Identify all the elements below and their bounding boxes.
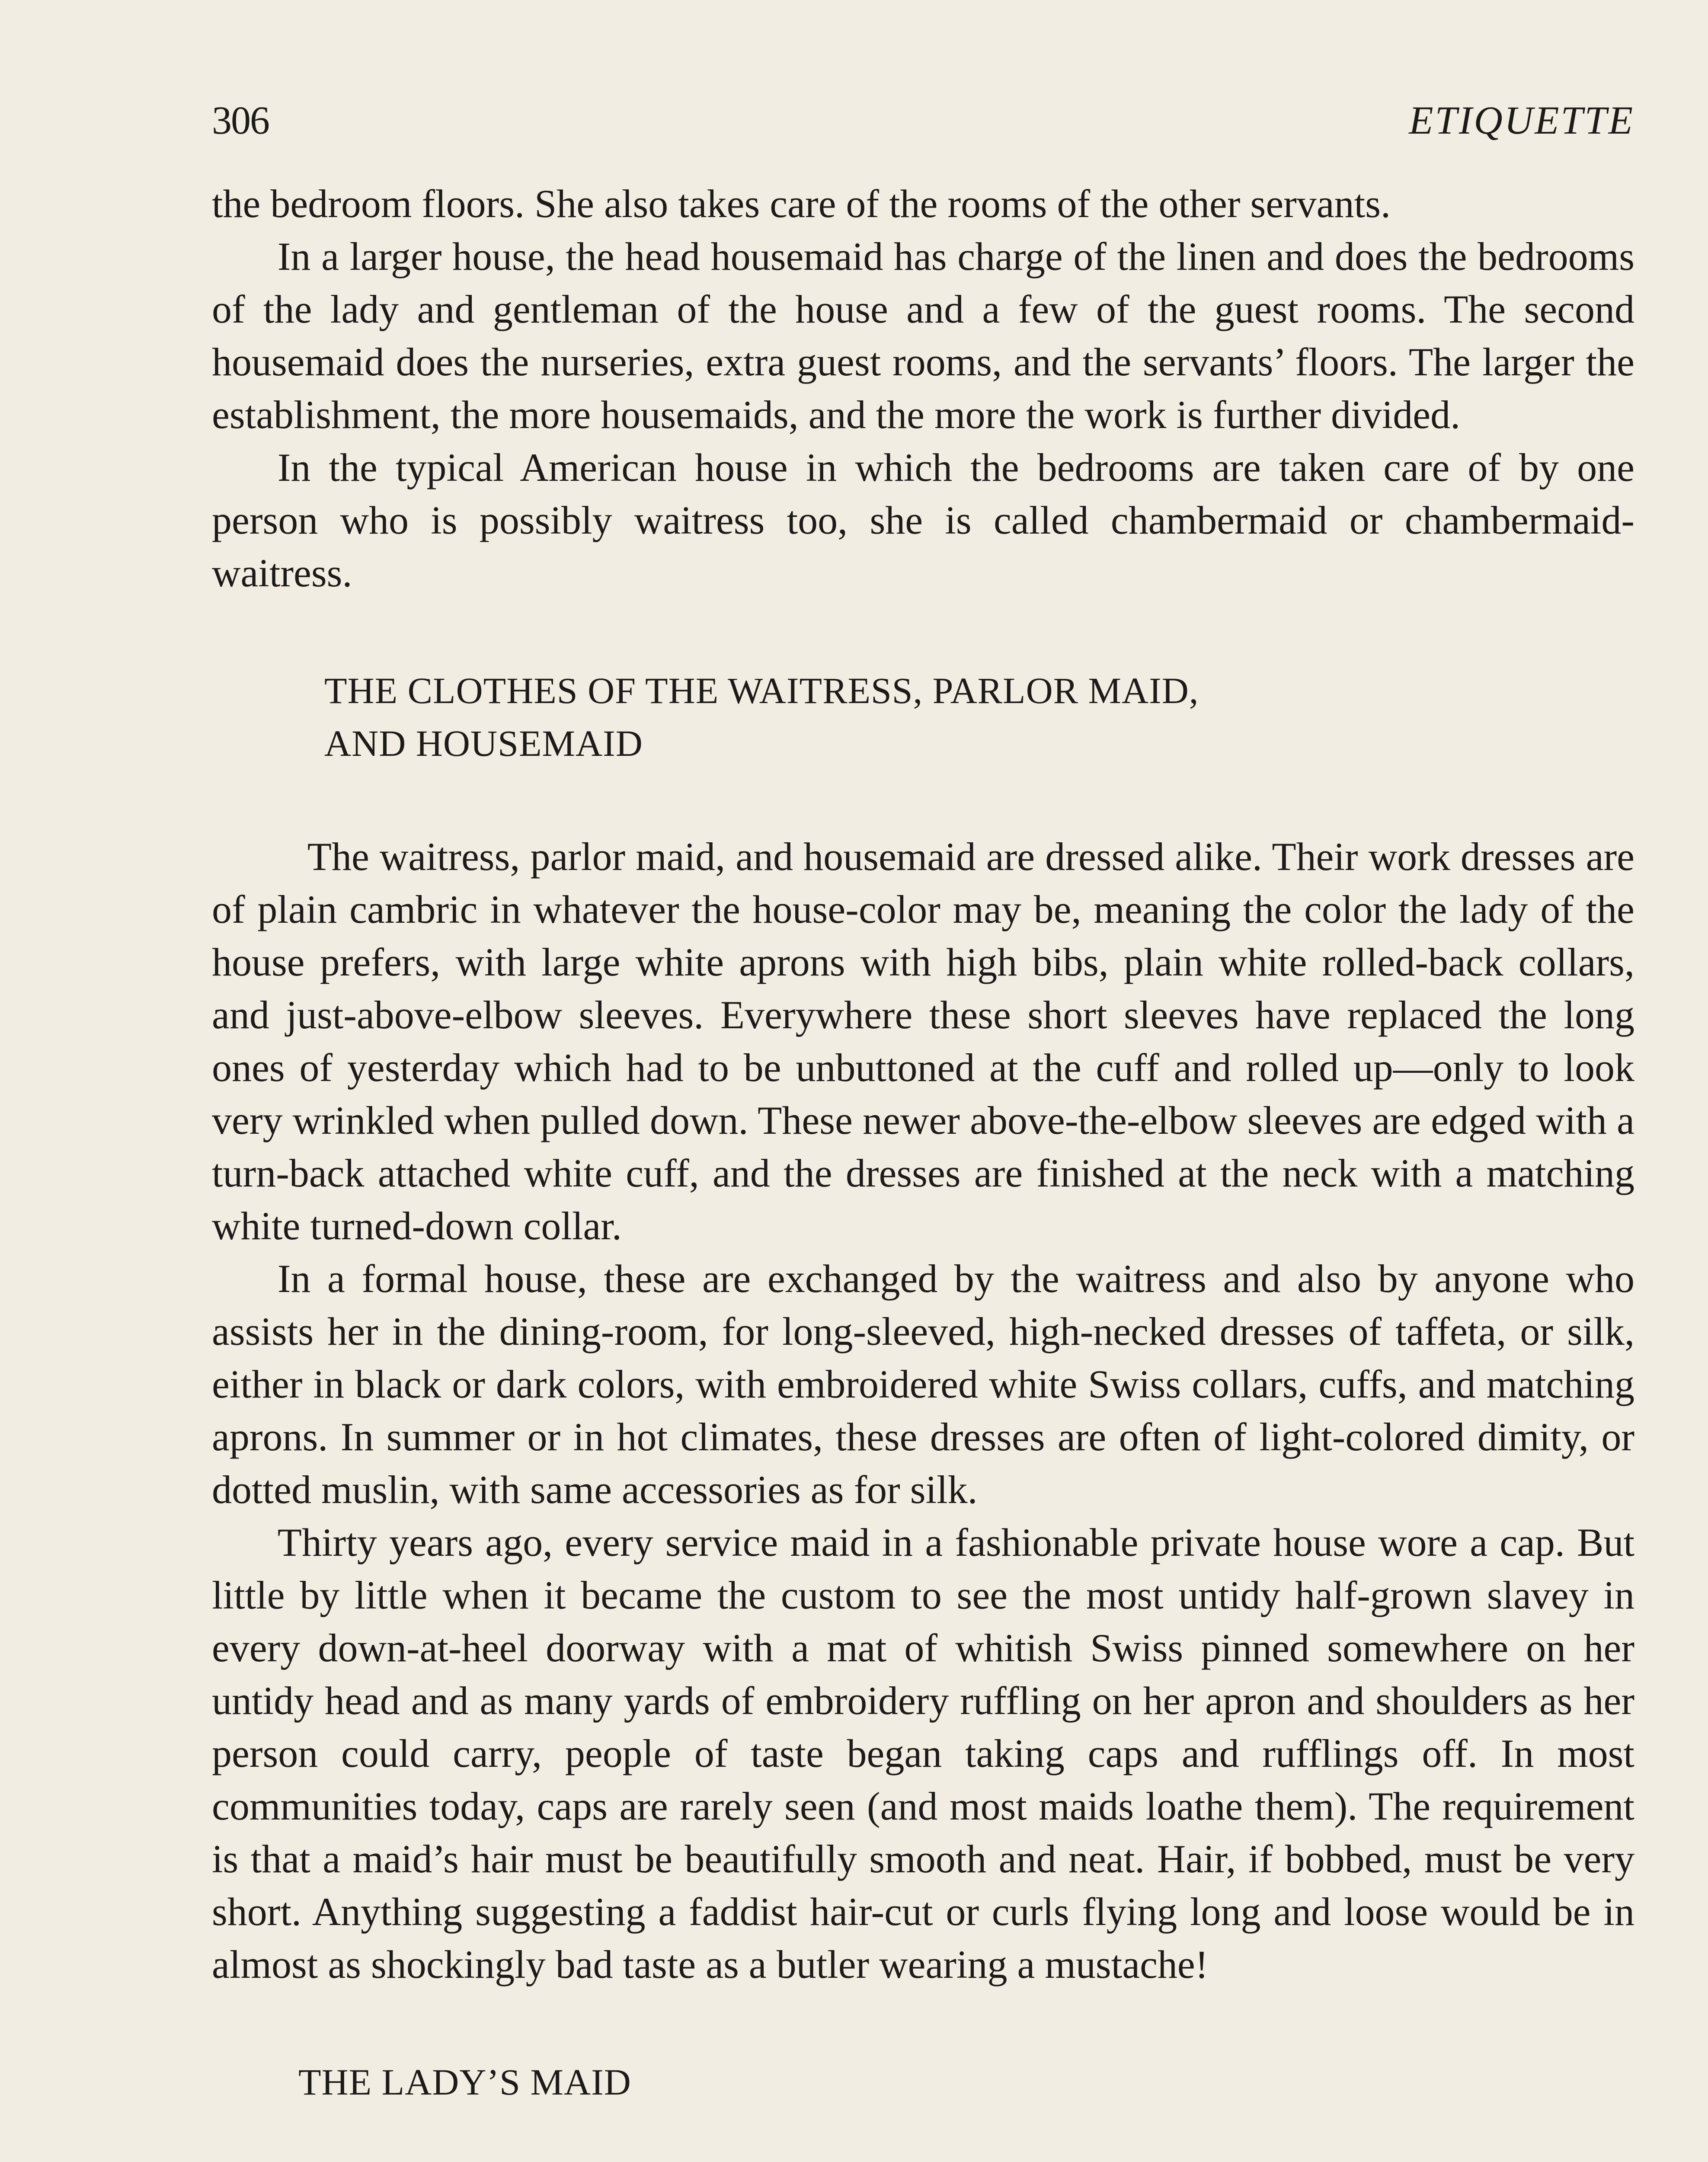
paragraph: Thirty years ago, every service maid in a fashionable private house wore a cap. But little by little when it became the custom to see the most untidy half-grown slavey in every down-at-heel doorway with a mat of whitish Swiss pinned somewhere on her untidy head and as many yards of embroidery ruffling on her apron and shoulders as her person could carry, people of taste began taking caps and rufflings off. In most communities today, caps are rarely seen (and most maids loathe them). The requirement is that a maid’s hair must be beautifully smooth and neat. Hair, if bobbed, must be very short. Anything suggesting a faddist hair-cut or curls flying long and loose would be in almost as shockingly bad taste as a butler wearing a mustache! <box>212 1520 1634 1986</box>
page-number: 306 <box>212 98 269 142</box>
paragraph: In a formal house, these are exchanged by the waitress and also by anyone who assists her in the dining-room, for long-sleeved, high-necked dresses of taffeta, or silk, either in black or dark colors, with embroidered white Swiss collars, cuffs, and matching aprons. In summer or in hot climates, these dresses are often of light-colored dimity, or dotted muslin, with same accessories as for silk. <box>212 1257 1634 1512</box>
paragraph: In the typical American house in which the bedrooms are taken care of by one person who is possibly waitress too, she is called chambermaid or chambermaid-waitress. <box>212 445 1634 595</box>
running-title: ETIQUETTE <box>1409 98 1634 142</box>
section-heading-line: AND HOUSEMAID <box>324 723 643 764</box>
section-heading-ladys-maid: THE LADY’S MAID <box>298 2061 631 2103</box>
paragraph: In a larger house, the head housemaid has charge of the linen and does the bedrooms of the lady and gentleman of the house and a few of the guest rooms. The second housemaid does the nurseries, extra guest rooms, and the servants’ floors. The larger the establishment, the more housemaids, and the more the work is further divided. <box>212 234 1634 437</box>
paragraph: The waitress, parlor maid, and housemaid are dressed alike. Their work dresses are of plain cambric in whatever the house-color may be, meaning the color the lady of the house prefers, with large white aprons with high bibs, plain white rolled-back collars, and just-above-elbow sleeves. Everywhere these short sleeves have replaced the long ones of yesterday which had to be unbuttoned at the cuff and rolled up—only to look very wrinkled when pulled down. These newer above-the-elbow sleeves are edged with a turn-back attached white cuff, and the dresses are finished at the neck with a matching white turned-down collar. <box>212 835 1634 1248</box>
paragraph: the bedroom floors. She also takes care of the rooms of the other servants. <box>212 182 1391 226</box>
running-head <box>212 97 1634 149</box>
body-text <box>212 177 1634 2162</box>
section-heading-line: THE CLOTHES OF THE WAITRESS, PARLOR MAID, <box>324 670 1199 711</box>
section-heading-clothes <box>324 664 1634 770</box>
